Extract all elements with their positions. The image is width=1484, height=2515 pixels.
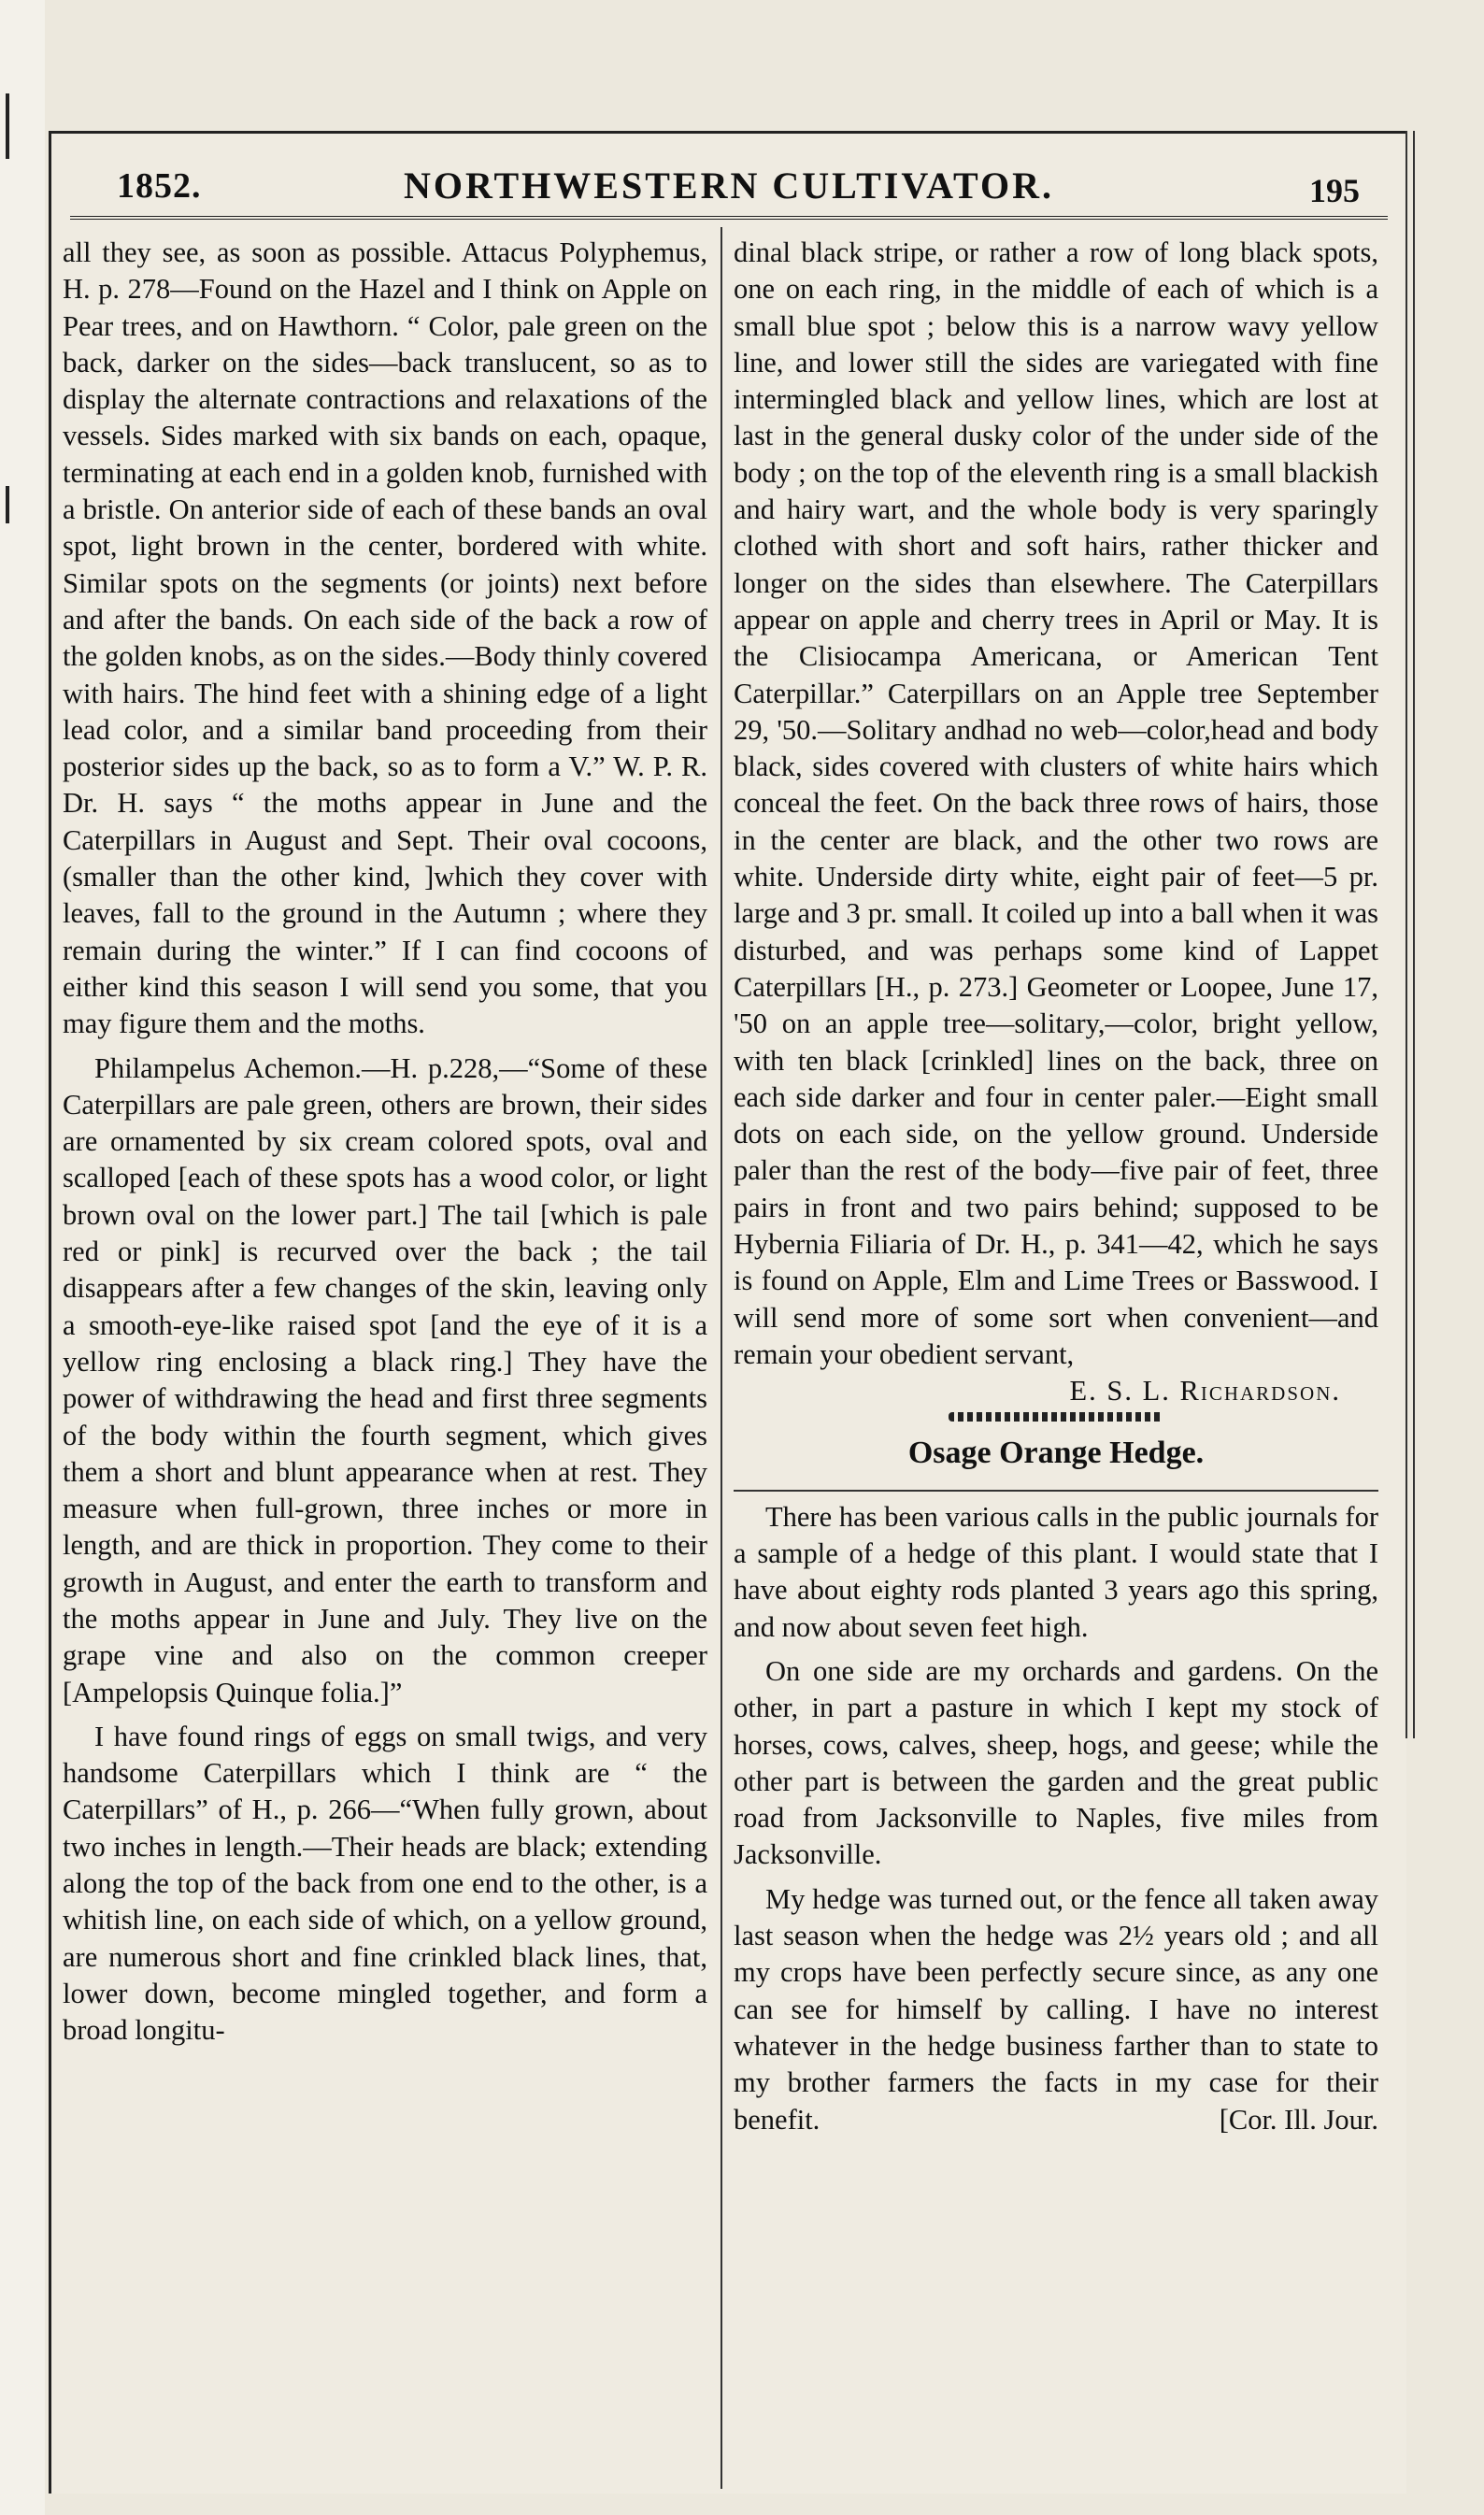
section-title: Osage Orange Hedge. — [907, 1435, 1205, 1470]
header-title: NORTHWESTERN CULTIVATOR. — [404, 164, 1054, 207]
decorative-rule — [949, 1412, 1163, 1422]
signature: E. S. L. Richardson. — [1069, 1375, 1341, 1408]
page-edge-rule — [1413, 131, 1415, 1738]
column-divider — [721, 227, 722, 2489]
page-gutter — [0, 0, 45, 2515]
header-year: 1852. — [117, 166, 202, 206]
left-column — [63, 235, 707, 2478]
attribution: [Cor. Ill. Jour. — [1219, 2103, 1378, 2136]
paragraph: I have found rings of eggs on small twigs, and very handsome Caterpillars which I think are “ the Caterpillars” of H., p. 266—“When fully grown, about two inches in length.—Their heads are black; extending along the top of the back from one end to the other, is a whitish line, on each side of which, on a yellow ground, are numerous short and fine crinkled black lines, that, lower down, become mingled together, and form a broad longitu- — [63, 1720, 707, 2047]
paragraph — [734, 1881, 1378, 2138]
paragraph: Philampelus Achemon.—H. p.228,—“Some of these Caterpillars are pale green, others are brown, their sides are ornamented by six cream colored spots, oval and scalloped [each of these spots has a wood color, or light brown oval on the lower part.] The tail [which is pale red or pink] is recurved over the back ; the tail disappears after a few changes of the skin, leaving only a smooth-eye-like raised spot [and the eye of it is a yellow ring enclosing a black ring.] They have the power of withdrawing the head and first three segments of the body within the fourth segment, which gives them a short and blunt appearance when at rest. They measure when full-grown, three inches or more in length, and are thick in proportion. They come to their growth in August, and enter the earth to transform and the moths appear in June and July. They live on the grape vine and also on the common creeper [Ampelopsis Quinque folia.]” — [63, 1051, 707, 1708]
gutter-mark — [6, 93, 9, 159]
section-rule — [734, 1490, 1378, 1492]
paragraph: There has been various calls in the public journals for a sample of a hedge of this plant. I would state that I have about eighty rods planted 3 years ago this spring, and now about seven feet high. — [734, 1500, 1378, 1643]
paragraph-text: My hedge was turned out, or the fence all taken away last season when the hedge was 2½ years old ; and all my crops have been perfectly secure since, as any one can see for himself by calling. I have no interest whatever in the hedge business farther than to state to my brother farmers the facts in my case for their benefit. — [734, 1882, 1378, 2136]
paragraph: all they see, as soon as possible. Attacus Polyphemus, H. p. 278—Found on the Hazel and I think on Apple on Pear trees, and on Hawthorn. “ Color, pale green on the back, darker on the sides—back translucent, so as to display the alternate contractions and relaxations of the vessels. Sides marked with six bands on each, opaque, terminating at each end in a golden knob, furnished with a bristle. On anterior side of each of these bands an oval spot, light brown in the center, bordered with white. Similar spots on the segments (or joints) next before and after the bands. On each side of the back a row of the golden knobs, as on the sides.—Body thinly covered with hairs. The hind feet with a shining edge of a light lead color, and a similar band proceeding from their posterior sides up the back, so as to form a V.” W. P. R. Dr. H. says “ the moths appear in June and the Caterpillars in August and Sept. Their oval cocoons, (smaller than the other kind, ]which they cover with leaves, fall to the ground in the Autumn ; where they remain during the winter.” If I can find cocoons of either kind this season I will send you some, that you may figure them and the moths. — [63, 236, 707, 1040]
right-column — [734, 235, 1378, 2478]
page-edge-rule — [1406, 131, 1407, 1738]
page-header — [70, 150, 1388, 220]
gutter-mark — [6, 486, 9, 523]
paragraph: dinal black stripe, or rather a row of long black spots, one on each ring, in the middle of each of which is a small blue spot ; below this is a narrow wavy yellow line, and lower still the sides are variegated with fine intermingled black and yellow lines, which are lost at last in the general dusky color of the under side of the body ; on the top of the eleventh ring is a small blackish and hairy wart, and the whole body is very sparingly clothed with short and soft hairs, rather thicker and longer on the sides than elsewhere. The Caterpillars appear on apple and cherry trees in April or May. It is the Clisiocampa Americana, or American Tent Caterpillar.” Caterpillars on an Apple tree September 29, '50.—Solitary andhad no web—color,head and body black, sides covered with clusters of white hairs which conceal the feet. On the back three rows of hairs, those in the center are black, and the other two rows are white. Underside dirty white, eight pair of feet—5 pr. large and 3 pr. small. It coiled up into a ball when it was disturbed, and was perhaps some kind of Lappet Caterpillars [H., p. 273.] Geometer or Loopee, June 17, '50 on an apple tree—solitary,—color, bright yellow, with ten black [crinkled] lines on the back, three on each side darker and four in center paler.—Eight small dots on each side, on the yellow ground. Underside paler than the rest of the body—five pair of feet, three pairs in front and two pairs behind; supposed to be Hybernia Filiaria of Dr. H., p. 341—42, which he says is found on Apple, Elm and Lime Trees or Basswood. I will send more of some sort when convenient—and remain your obedient servant, — [734, 236, 1378, 1370]
paragraph: On one side are my orchards and gardens. On the other, in part a pasture in which I kept my stock of horses, cows, calves, sheep, hogs, and geese; while the other part is between the garden and the great public road from Jacksonville to Naples, five miles from Jacksonville. — [734, 1654, 1378, 1871]
newspaper-page — [49, 131, 1406, 2494]
header-page-number: 195 — [1309, 172, 1360, 209]
